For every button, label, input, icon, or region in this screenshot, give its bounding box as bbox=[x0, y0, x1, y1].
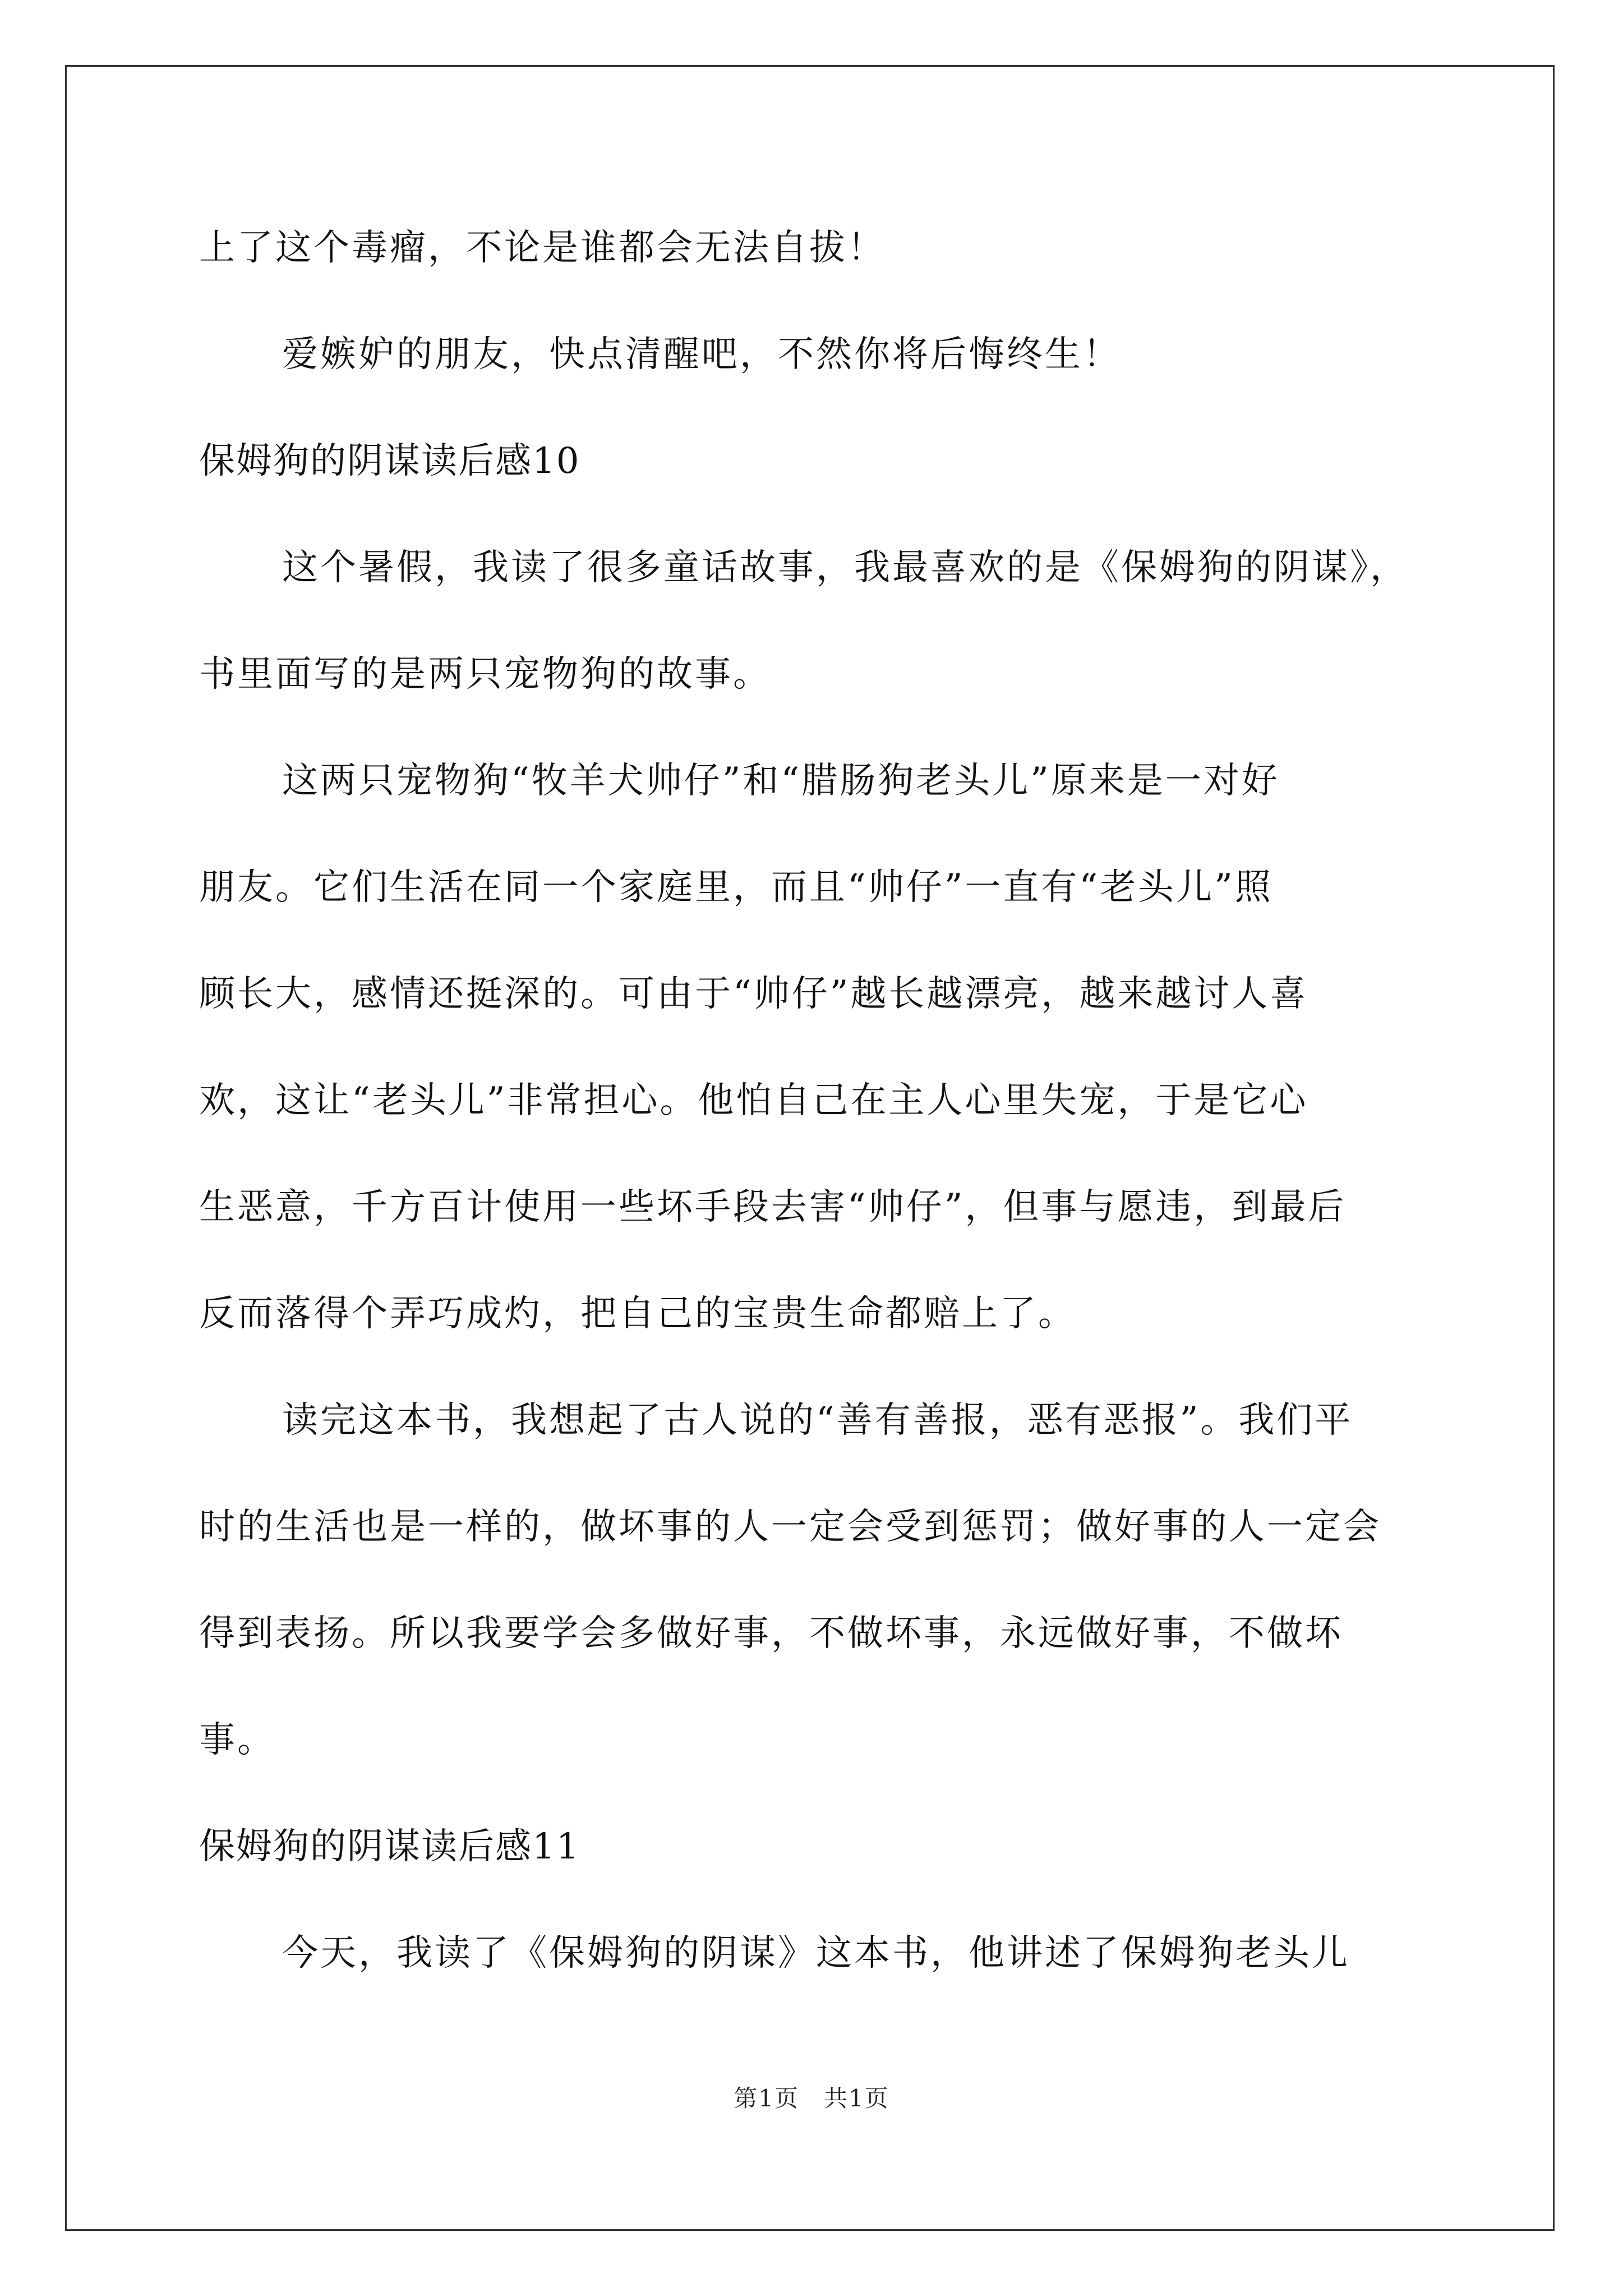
paragraph-line: 这个暑假，我读了很多童话故事，我最喜欢的是《保姆狗的阴谋》， bbox=[282, 547, 1408, 588]
page-number: 第1页 共1页 bbox=[734, 2085, 889, 2112]
paragraph-line: 得到表扬。所以我要学会多做好事，不做坏事，永远做好事，不做坏 bbox=[199, 1613, 1343, 1654]
paragraph-line: 朋友。它们生活在同一个家庭里，而且“帅仔”一直有“老头儿”照 bbox=[199, 867, 1273, 908]
paragraph-line: 爱嫉妒的朋友，快点清醒吧，不然你将后悔终生！ bbox=[282, 334, 1121, 375]
paragraph-line: 这两只宠物狗“牧羊犬帅仔”和“腊肠狗老头儿”原来是一对好 bbox=[282, 760, 1280, 802]
section-heading: 保姆狗的阴谋读后感11 bbox=[199, 1826, 580, 1867]
paragraph-line: 读完这本书，我想起了古人说的“善有善报，恶有恶报”。我们平 bbox=[282, 1400, 1353, 1441]
paragraph-line: 生恶意，千方百计使用一些坏手段去害“帅仔”，但事与愿违，到最后 bbox=[199, 1186, 1347, 1228]
paragraph-line: 欢，这让“老头儿”非常担心。他怕自己在主人心里失宠，于是它心 bbox=[199, 1080, 1308, 1121]
paragraph-line: 反而落得个弄巧成灼，把自己的宝贵生命都赔上了。 bbox=[199, 1293, 1076, 1335]
paragraph-line: 顾长大，感情还挺深的。可由于“帅仔”越长越漂亮，越来越讨人喜 bbox=[199, 973, 1308, 1015]
paragraph-line: 事。 bbox=[199, 1719, 275, 1761]
section-heading: 保姆狗的阴谋读后感10 bbox=[199, 440, 580, 482]
paragraph-line: 书里面写的是两只宠物狗的故事。 bbox=[199, 654, 771, 695]
paragraph-line: 时的生活也是一样的，做坏事的人一定会受到惩罚；做好事的人一定会 bbox=[199, 1506, 1381, 1548]
page-border bbox=[65, 65, 1555, 2231]
paragraph-line: 今天，我读了《保姆狗的阴谋》这本书，他讲述了保姆狗老头儿 bbox=[282, 1932, 1350, 1974]
paragraph-line: 上了这个毒瘤，不论是谁都会无法自拔！ bbox=[199, 227, 886, 269]
